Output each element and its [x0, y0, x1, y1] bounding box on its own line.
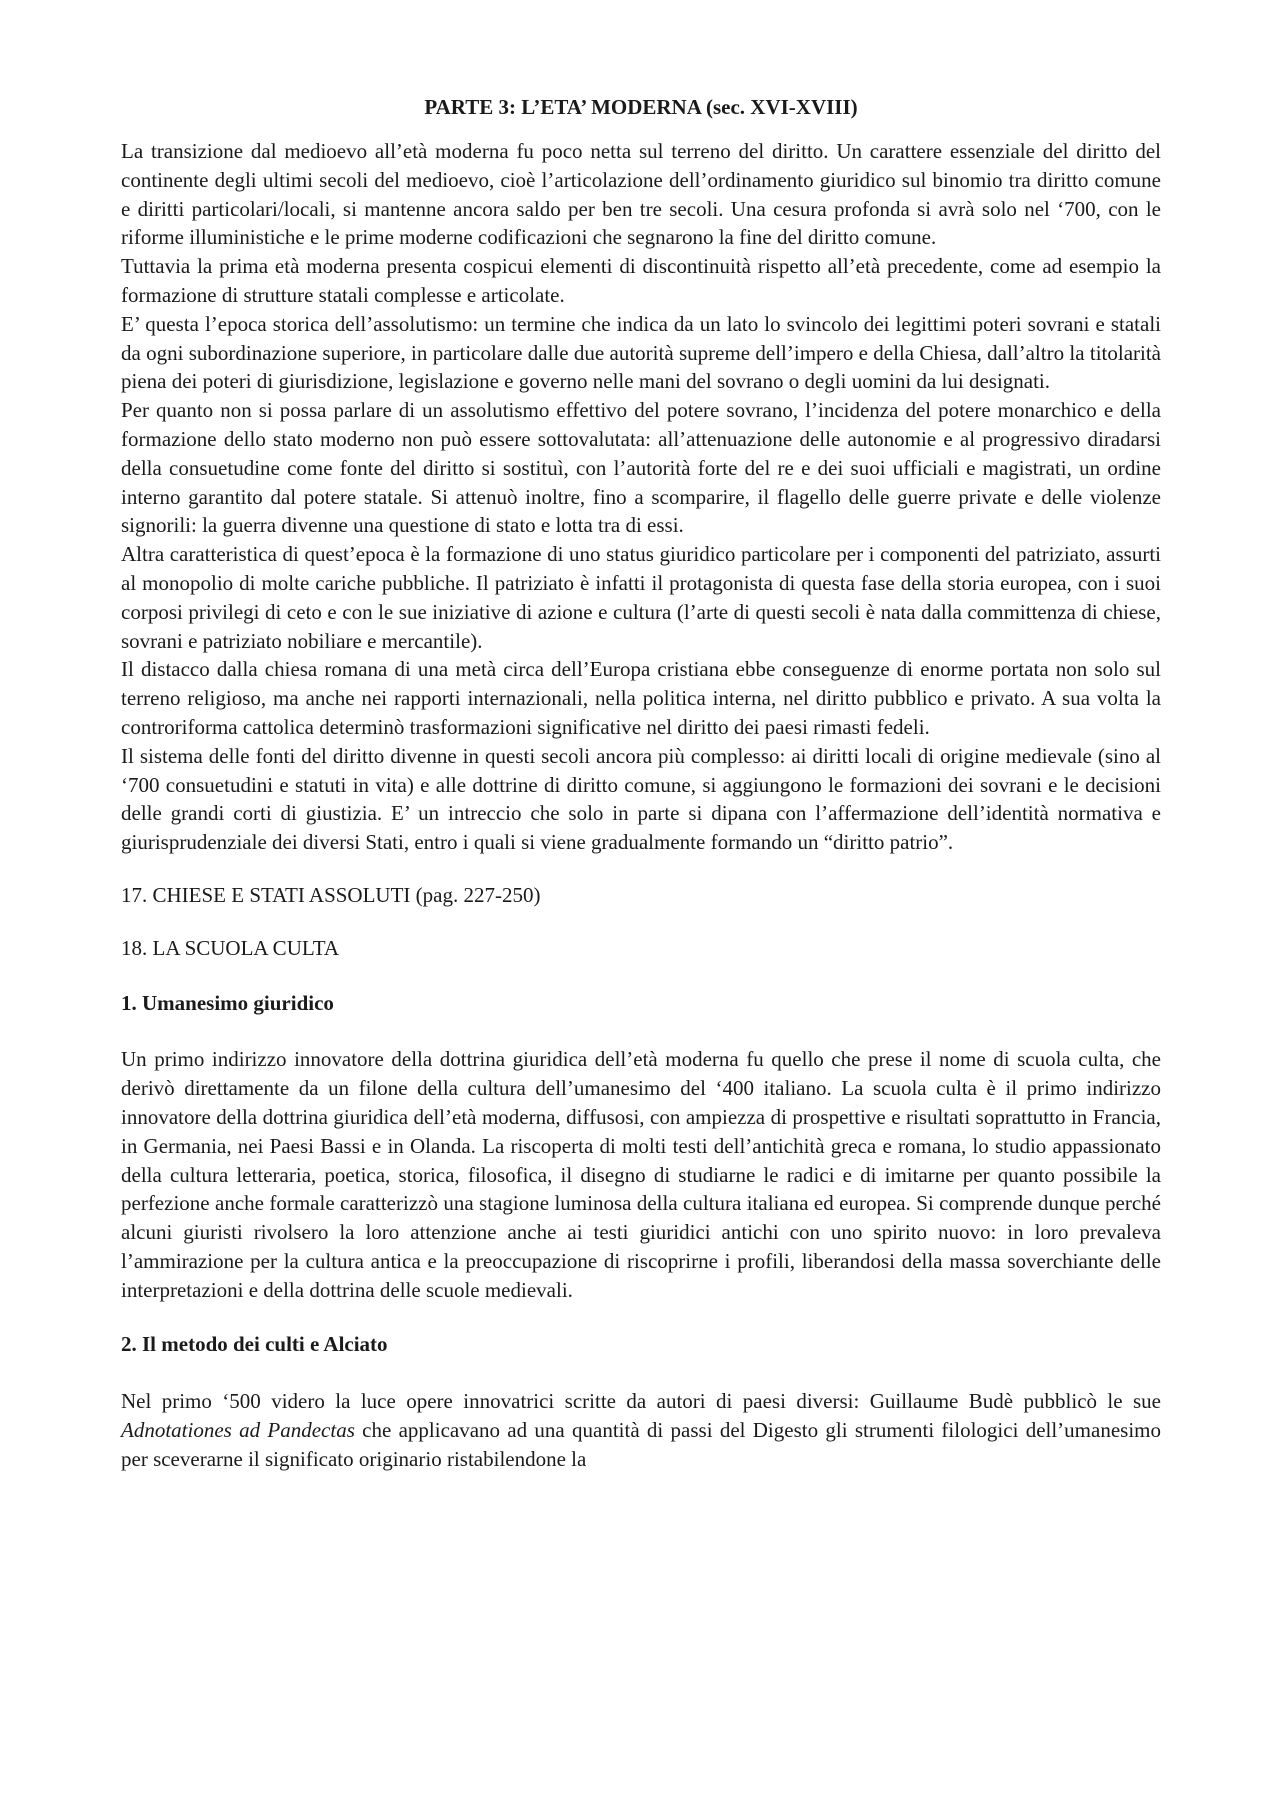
section-2-heading: 2. Il metodo dei culti e Alciato [121, 1332, 388, 1357]
intro-section [121, 137, 1161, 857]
document-title: PARTE 3: L’ETA’ MODERNA (sec. XVI-XVIII) [424, 95, 858, 119]
section-1-paragraph: Un primo indirizzo innovatore della dottrina giuridica dell’età moderna fu quello che prese il nome di scuola culta, che derivò direttamente da un filone della cultura dell’umanesimo del ‘400 italiano. La scuola culta è il primo indirizzo innovatore della dottrina giuridica dell’età moderna, diffusosi, con ampiezza di prospettive e risultati soprattutto in Francia, in Germania, nei Paesi Bassi e in Olanda. La riscoperta di molti testi dell’antichità greca e romana, lo studio appassionato della cultura letteraria, poetica, storica, filosofica, il disegno di studiarne le radici e di imitarne per quanto possibile la perfezione anche formale caratterizzò una stagione luminosa della cultura italiana ed europea. Si comprende dunque perché alcuni giuristi rivolsero la loro attenzione anche ai testi giuridici antichi con uno spirito nuovo: in loro prevaleva l’ammirazione per la cultura antica e la preoccupazione di riscoprirne i profili, liberandosi della massa soverchiante delle interpretazioni e della dottrina delle scuole medievali. [121, 1047, 1161, 1302]
section-2-text-start: Nel primo ‘500 videro la luce opere innovatrici scritte da autori di paesi diversi: Guillaume Budè pubblicò le sue [121, 1389, 1161, 1414]
intro-paragraph: Altra caratteristica di quest’epoca è la formazione di uno status giuridico particolare per i componenti del patriziato, assurti al monopolio di molte cariche pubbliche. Il patriziato è infatti il protagonista di questa fase della storia europea, con i suoi corposi privilegi di ceto e con le sue iniziative di azione e cultura (l’arte di questi secoli è nata dalla committenza di chiese, sovrani e patriziato nobiliare e mercantile). [121, 542, 1161, 653]
intro-paragraph: La transizione dal medioevo all’età moderna fu poco netta sul terreno del diritto. Un carattere essenziale del diritto del continente degli ultimi secoli del medioevo, cioè l’articolazione dell’ordinamento giuridico sul binomio tra diritto comune e diritti particolari/locali, si mantenne ancora saldo per ben tre secoli. Una cesura profonda si avrà solo nel ‘700, con le riforme illuministiche e le prime moderne codificazioni che segnarono la fine del diritto comune. [121, 139, 1161, 250]
work-title-italic: Adnotationes ad Pandectas [121, 1418, 355, 1443]
section-2-text-end: che applicavano ad una quantità di passi del Digesto gli strumenti filologici dell’umanesimo per sceverarne il significato originario ristabilendone la [121, 1418, 1161, 1471]
intro-paragraph: Tuttavia la prima età moderna presenta cospicui elementi di discontinuità rispetto all’età precedente, come ad esempio la formazione di strutture statali complesse e articolate. [121, 254, 1161, 307]
document-page [121, 93, 1161, 1474]
chapter-18-heading: 18. LA SCUOLA CULTA [121, 935, 340, 960]
intro-paragraph: Il sistema delle fonti del diritto divenne in questi secoli ancora più complesso: ai diritti locali di origine medievale (sino al ‘700 consuetudini e statuti in vita) e alle dottrine di diritto comune, si aggiungono le formazioni dei sovrani e le decisioni delle grandi corti di giustizia. E’ un intreccio che solo in parte si dipana con l’affermazione dell’identità normativa e giurisprudenziale dei diversi Stati, entro i quali si viene gradualmente formando un “diritto patrio”. [121, 743, 1161, 855]
intro-paragraph: Per quanto non si possa parlare di un assolutismo effettivo del potere sovrano, l’incidenza del potere monarchico e della formazione dello stato moderno non può essere sottovalutata: all’attenuazione delle autonomie e al progressivo diradarsi della consuetudine come fonte del diritto si sostituì, con l’autorità forte del re e dei suoi ufficiali e magistrati, un ordine interno garantito dal potere statale. Si attenuò inoltre, fino a scomparire, il flagello delle guerre private e delle violenze signorili: la guerra divenne una questione di stato e lotta tra di essi. [121, 398, 1161, 538]
section-2-paragraph [121, 1387, 1161, 1473]
intro-paragraph: E’ questa l’epoca storica dell’assolutismo: un termine che indica da un lato lo svincolo dei legittimi poteri sovrani e statali da ogni subordinazione superiore, in particolare dalle due autorità supreme dell’impero e della Chiesa, dall’altro la titolarità piena dei poteri di giurisdizione, legislazione e governo nelle mani del sovrano o degli uomini da lui designati. [121, 311, 1161, 394]
intro-paragraph: Il distacco dalla chiesa romana di una metà circa dell’Europa cristiana ebbe conseguenze di enorme portata non solo sul terreno religioso, ma anche nei rapporti internazionali, nella politica interna, nel diritto pubblico e privato. A sua volta la controriforma cattolica determinò trasformazioni significative nel diritto dei paesi rimasti fedeli. [121, 657, 1161, 739]
section-1-heading: 1. Umanesimo giuridico [121, 990, 334, 1015]
chapter-17-heading: 17. CHIESE E STATI ASSOLUTI (pag. 227-250) [121, 882, 541, 907]
